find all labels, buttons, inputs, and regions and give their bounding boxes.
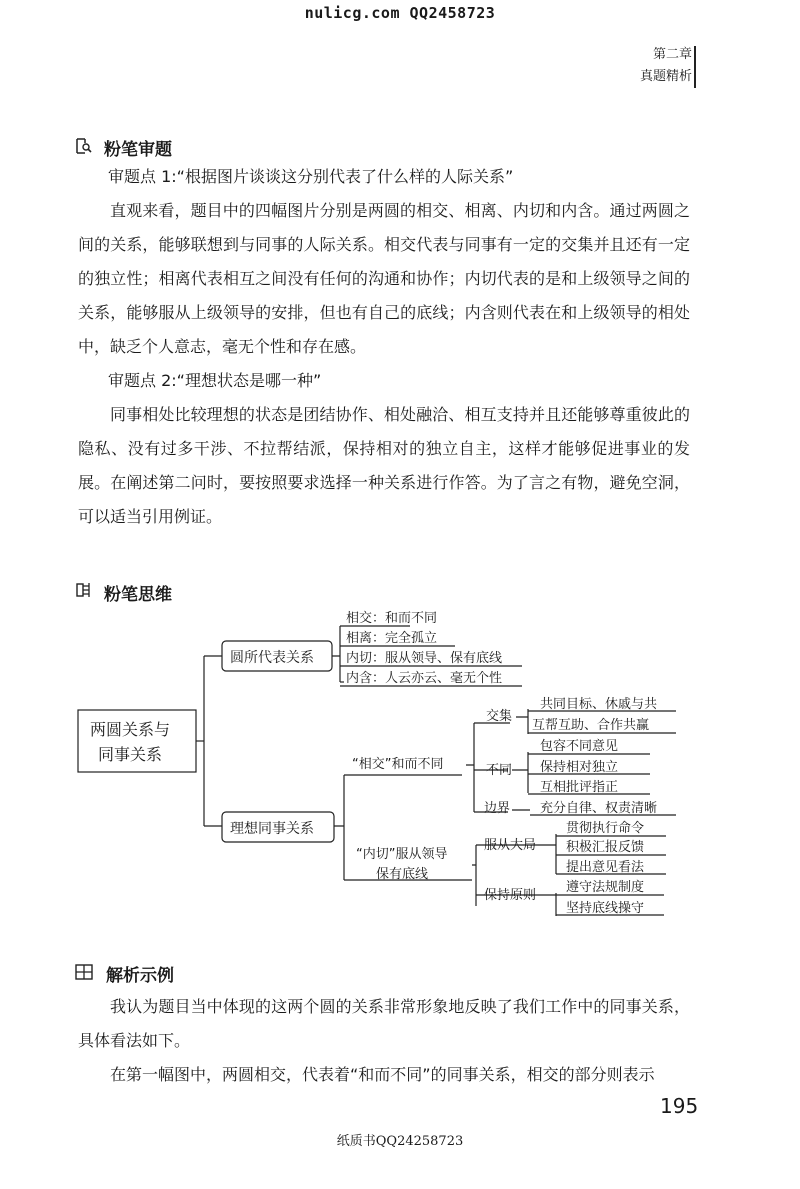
chapter-subtitle: 真题精析 <box>639 69 692 84</box>
mindmap-fucong-item: 积极汇报反馈 <box>566 840 645 855</box>
mindmap-root-line2: 同事关系 <box>98 745 163 764</box>
section-title-jiexi: 解析示例 <box>106 966 174 986</box>
mindmap-diagram <box>0 600 800 930</box>
paragraph-analysis-2 <box>78 398 690 534</box>
mindmap-fucong-item: 贯彻执行命令 <box>566 821 645 836</box>
mindmap-jiaoji: 交集 <box>486 709 513 724</box>
paragraph-analysis-1 <box>78 194 690 364</box>
review-point-2: 审题点 2:“理想状态是哪一种” <box>108 371 322 390</box>
mindmap-b1-item: 内含：人云亦云、毫无个性 <box>346 671 503 686</box>
review-point-1: 审题点 1:“根据图片谈谈这分别代表了什么样的人际关系” <box>108 167 514 186</box>
mindmap-bianjie-item: 充分自律、权责清晰 <box>540 801 658 816</box>
mindmap-icon <box>74 580 94 600</box>
bottom-watermark: 纸质书QQ24258723 <box>336 1134 464 1149</box>
paragraph-text: 在第一幅图中，两圆相交，代表着“和而不同”的同事关系，相交的部分则表示 <box>110 1065 655 1084</box>
grid-icon <box>74 962 94 982</box>
paragraph-text: 我认为题目当中体现的这两个圆的关系非常形象地反映了我们工作中的同事关系，具体看法如下。 <box>78 997 690 1050</box>
paragraph-example-2 <box>78 1058 690 1092</box>
mindmap-baochi: 保持原则 <box>484 888 537 903</box>
mindmap-b1-item: 相交：和而不同 <box>346 611 438 626</box>
mindmap-fucong: 服从大局 <box>484 838 537 853</box>
mindmap-baochi-item: 遵守法规制度 <box>566 880 645 895</box>
section-title-shenti: 粉笔审题 <box>104 140 172 160</box>
mindmap-root-line1: 两圆关系与 <box>90 720 171 739</box>
mindmap-neiqie-line1: “内切”服从领导 <box>356 847 448 862</box>
mindmap-branch-2: 理想同事关系 <box>230 821 314 837</box>
mindmap-branch-1: 圆所代表关系 <box>230 650 314 666</box>
paragraph-text: 同事相处比较理想的状态是团结协作、相处融洽、相互支持并且还能够尊重彼此的隐私、没有过多干涉、不拉帮结派，保持相对的独立自主，这样才能够促进事业的发展。在阐述第二问时，要按照要求选择一种关系进行作答。为了言之有物，避免空洞，可以适当引用例证。 <box>78 405 690 526</box>
mindmap-butong: 不同 <box>486 763 513 778</box>
mindmap-jiaoji-item: 共同目标、休戚与共 <box>540 697 658 712</box>
paragraph-example-1 <box>78 990 690 1058</box>
mindmap-b1-item: 相离：完全孤立 <box>346 631 438 646</box>
top-watermark: nulicg.com QQ2458723 <box>304 4 496 22</box>
mindmap-butong-item: 保持相对独立 <box>540 760 619 775</box>
mindmap-xiangjiao: “相交”和而不同 <box>352 757 444 772</box>
page-number: 195 <box>660 1094 699 1118</box>
chapter-divider <box>694 46 696 88</box>
mindmap-neiqie-line2: 保有底线 <box>376 867 429 882</box>
mindmap-jiaoji-item: 互帮互助、合作共赢 <box>532 718 650 733</box>
section-title-siwei: 粉笔思维 <box>104 585 172 605</box>
mindmap-baochi-item: 坚持底线操守 <box>566 901 645 916</box>
mindmap-b1-item: 内切：服从领导、保有底线 <box>346 651 503 666</box>
paragraph-text: 直观来看，题目中的四幅图片分别是两圆的相交、相离、内切和内含。通过两圆之间的关系，能够联想到与同事的人际关系。相交代表与同事有一定的交集并且还有一定的独立性；相离代表相互之间没有任何的沟通和协作；内切代表的是和上级领导之间的关系，能够服从上级领导的安排，但也有自己的底线；内含则代表在和上级领导的相处中，缺乏个人意志，毫无个性和存在感。 <box>78 201 690 356</box>
mindmap-bianjie: 边界 <box>484 801 511 816</box>
mindmap-butong-item: 包容不同意见 <box>540 739 619 754</box>
mindmap-butong-item: 互相批评指正 <box>540 780 619 795</box>
mindmap-fucong-item: 提出意见看法 <box>566 860 645 875</box>
magnifier-page-icon <box>74 136 94 156</box>
chapter-title: 第二章 <box>652 47 692 62</box>
